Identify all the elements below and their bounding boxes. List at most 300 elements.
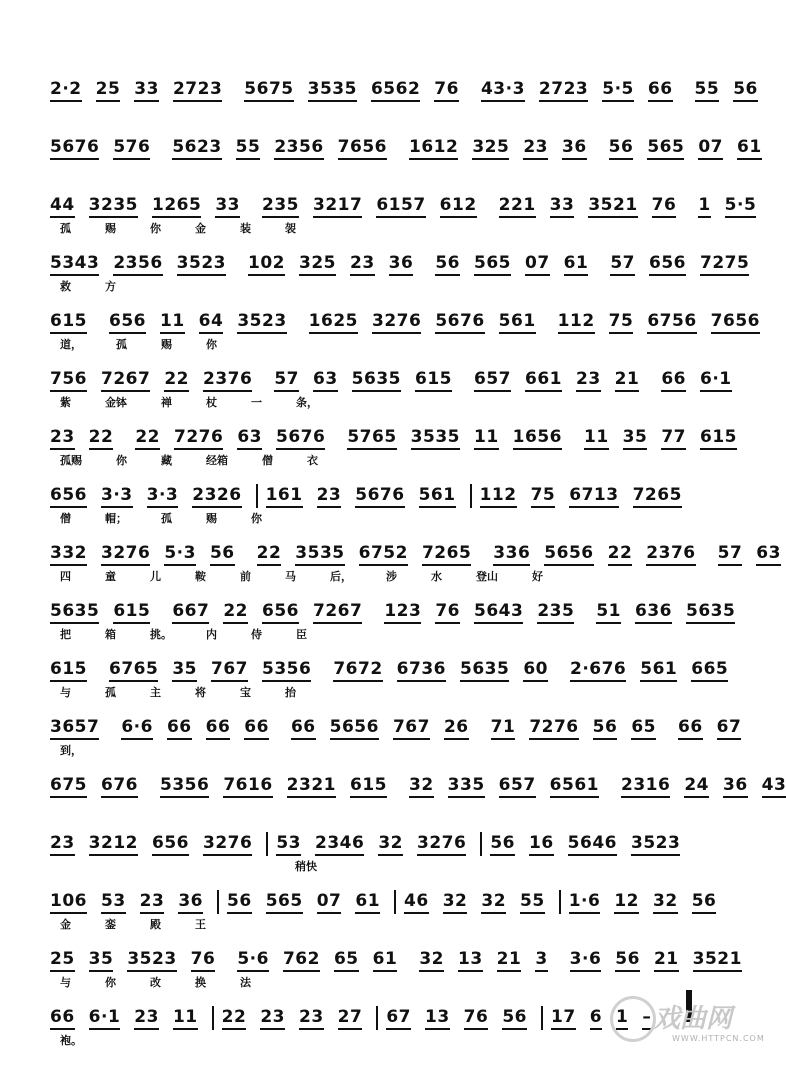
note-group: 55 xyxy=(695,79,720,102)
note-group: 561 xyxy=(640,659,677,682)
note-group: 767 xyxy=(393,717,430,740)
note-group: 675 xyxy=(50,775,87,798)
note-group: 36 xyxy=(723,775,748,798)
watermark-url: WWW.HTTPCN.COM xyxy=(672,1034,765,1043)
note-group: 36 xyxy=(389,253,414,276)
lyric-word: 你 xyxy=(150,222,161,235)
lyric-word: 紫 xyxy=(60,396,71,409)
note-group: 51 xyxy=(596,601,621,624)
note-group: 3276 xyxy=(372,311,421,334)
barline xyxy=(541,1006,543,1030)
note-group: 07 xyxy=(698,137,723,160)
barline xyxy=(256,484,258,508)
score-system xyxy=(50,768,786,798)
score-system xyxy=(50,362,740,392)
lyric-word: 僧 xyxy=(60,512,71,525)
note-group: 22 xyxy=(223,601,248,624)
barline xyxy=(559,890,561,914)
barline xyxy=(394,890,396,914)
note-group: 36 xyxy=(562,137,587,160)
lyric-word: 宝 xyxy=(240,686,251,699)
note-group: 6·1 xyxy=(700,369,732,392)
note-group: 5·5 xyxy=(725,195,757,218)
note-group: 1625 xyxy=(309,311,358,334)
note-group: 3521 xyxy=(588,195,637,218)
note-group: 56 xyxy=(502,1007,527,1030)
note-group: 56 xyxy=(210,543,235,566)
note-group: 6562 xyxy=(371,79,420,102)
note-group: 221 xyxy=(499,195,536,218)
note-group: 32 xyxy=(378,833,403,856)
note-group: 23 xyxy=(350,253,375,276)
lyric-word: 孤 xyxy=(161,512,172,525)
lyric-word: 后， xyxy=(330,570,352,583)
lyric-line xyxy=(50,742,740,758)
lyric-word: 登山 xyxy=(476,570,498,583)
note-group: 2316 xyxy=(621,775,670,798)
note-group: 2326 xyxy=(192,485,241,508)
lyric-line xyxy=(50,626,740,642)
barline xyxy=(212,1006,214,1030)
lyric-word: 銮 xyxy=(105,918,116,931)
note-group: 3 xyxy=(535,949,547,972)
lyric-word: 袈 xyxy=(285,222,296,235)
note-group: 11 xyxy=(160,311,185,334)
note-group: 21 xyxy=(615,369,640,392)
score-system xyxy=(50,420,740,450)
note-group: 615 xyxy=(113,601,150,624)
lyric-word: 孤 xyxy=(116,338,127,351)
note-group: 2723 xyxy=(539,79,588,102)
note-group: 5356 xyxy=(160,775,209,798)
note-group: 65 xyxy=(334,949,359,972)
lyric-word: 儿 xyxy=(150,570,161,583)
note-group: 32 xyxy=(653,891,678,914)
note-group: 56 xyxy=(435,253,460,276)
lyric-word: 四 xyxy=(60,570,71,583)
score-system xyxy=(50,826,740,856)
note-group: 656 xyxy=(262,601,299,624)
note-group: 335 xyxy=(448,775,485,798)
note-group: 77 xyxy=(661,427,686,450)
note-group: 657 xyxy=(499,775,536,798)
note-group: 1·6 xyxy=(569,891,601,914)
lyric-word: 将 xyxy=(195,686,206,699)
lyric-line xyxy=(50,510,740,526)
note-group: 6·6 xyxy=(121,717,153,740)
note-group: 6756 xyxy=(647,311,696,334)
note-group: 7616 xyxy=(223,775,272,798)
note-group: 5635 xyxy=(686,601,735,624)
note-group: 5676 xyxy=(50,137,99,160)
note-group: 5765 xyxy=(347,427,396,450)
lyric-word: 杖 xyxy=(206,396,217,409)
note-group: 6752 xyxy=(359,543,408,566)
note-group: 76 xyxy=(434,79,459,102)
note-group: 32 xyxy=(481,891,506,914)
lyric-word: 鞍 xyxy=(195,570,206,583)
note-group: 561 xyxy=(499,311,536,334)
lyric-word: 水 xyxy=(431,570,442,583)
barline xyxy=(266,832,268,856)
note-group: 22 xyxy=(135,427,160,450)
note-group: 7672 xyxy=(333,659,382,682)
lyric-word: 与 xyxy=(60,686,71,699)
note-group: 3521 xyxy=(693,949,742,972)
lyric-word: 殿 xyxy=(150,918,161,931)
note-group: 1 xyxy=(616,1007,628,1030)
note-group: 64 xyxy=(199,311,224,334)
note-group: 25 xyxy=(50,949,75,972)
note-group: 2·2 xyxy=(50,79,82,102)
note-group: 57 xyxy=(718,543,743,566)
note-group: 11 xyxy=(584,427,609,450)
note-group: 5643 xyxy=(474,601,523,624)
note-group: 5343 xyxy=(50,253,99,276)
note-group: 22 xyxy=(89,427,114,450)
tempo-marking: 稍快 xyxy=(295,860,317,873)
note-group: 7276 xyxy=(529,717,578,740)
lyric-word: 马 xyxy=(285,570,296,583)
note-group: 3276 xyxy=(417,833,466,856)
note-group: 656 xyxy=(50,485,87,508)
note-group: 325 xyxy=(299,253,336,276)
note-group: 56 xyxy=(227,891,252,914)
note-group: 65 xyxy=(631,717,656,740)
note-group: – xyxy=(642,1007,651,1030)
lyric-word: 条， xyxy=(296,396,318,409)
note-group: 3·6 xyxy=(570,949,602,972)
note-group: 24 xyxy=(684,775,709,798)
note-group: 6736 xyxy=(397,659,446,682)
note-group: 5·3 xyxy=(164,543,196,566)
lyric-word: 帽； xyxy=(105,512,127,525)
note-group: 767 xyxy=(211,659,248,682)
note-group: 106 xyxy=(50,891,87,914)
note-group: 615 xyxy=(50,311,87,334)
note-group: 53 xyxy=(276,833,301,856)
note-group: 75 xyxy=(609,311,634,334)
lyric-word: 孤 xyxy=(105,686,116,699)
note-group: 612 xyxy=(440,195,477,218)
lyric-word: 把 xyxy=(60,628,71,641)
note-group: 11 xyxy=(173,1007,198,1030)
lyric-word: 你 xyxy=(206,338,217,351)
note-group: 60 xyxy=(523,659,548,682)
barline xyxy=(480,832,482,856)
note-group: 123 xyxy=(384,601,421,624)
note-group: 12 xyxy=(614,891,639,914)
lyric-word: 禅 xyxy=(161,396,172,409)
note-group: 63 xyxy=(756,543,781,566)
lyric-word: 与 xyxy=(60,976,71,989)
score-system xyxy=(50,652,740,682)
note-group: 61 xyxy=(564,253,589,276)
score-system xyxy=(50,304,760,334)
note-group: 3535 xyxy=(295,543,344,566)
note-group: 32 xyxy=(443,891,468,914)
score-system xyxy=(50,594,740,624)
note-group: 656 xyxy=(649,253,686,276)
note-group: 3535 xyxy=(308,79,357,102)
note-group: 61 xyxy=(373,949,398,972)
note-group: 7656 xyxy=(711,311,760,334)
lyric-line xyxy=(50,278,740,294)
lyric-line xyxy=(50,220,740,236)
note-group: 23 xyxy=(50,427,75,450)
note-group: 13 xyxy=(425,1007,450,1030)
lyric-word: 王 xyxy=(195,918,206,931)
score-system xyxy=(50,536,781,566)
score-system xyxy=(50,884,740,914)
score-system xyxy=(50,72,758,102)
note-group: 3657 xyxy=(50,717,99,740)
lyric-word: 到， xyxy=(60,744,82,757)
note-group: 676 xyxy=(101,775,138,798)
score-system xyxy=(50,130,762,160)
note-group: 615 xyxy=(415,369,452,392)
note-group: 22 xyxy=(164,369,189,392)
note-group: 44 xyxy=(50,195,75,218)
note-group: 5356 xyxy=(262,659,311,682)
note-group: 235 xyxy=(262,195,299,218)
note-group: 55 xyxy=(236,137,261,160)
note-group: 16 xyxy=(529,833,554,856)
lyric-line xyxy=(50,336,740,352)
note-group: 2376 xyxy=(646,543,695,566)
note-group: 23 xyxy=(260,1007,285,1030)
note-group: 71 xyxy=(491,717,516,740)
note-group: 36 xyxy=(178,891,203,914)
note-group: 5656 xyxy=(544,543,593,566)
note-group: 22 xyxy=(257,543,282,566)
note-group: 76 xyxy=(464,1007,489,1030)
note-group: 565 xyxy=(266,891,303,914)
note-group: 66 xyxy=(648,79,673,102)
score-system xyxy=(50,710,740,740)
note-group: 23 xyxy=(134,1007,159,1030)
lyric-word: 孤赐 xyxy=(60,454,82,467)
note-group: 25 xyxy=(96,79,121,102)
note-group: 55 xyxy=(520,891,545,914)
note-group: 656 xyxy=(109,311,146,334)
lyric-line xyxy=(50,452,740,468)
note-group: 161 xyxy=(266,485,303,508)
note-group: 2723 xyxy=(173,79,222,102)
barline xyxy=(470,484,472,508)
note-group: 112 xyxy=(480,485,517,508)
lyric-word: 涉 xyxy=(386,570,397,583)
note-group: 53 xyxy=(101,891,126,914)
note-group: 6561 xyxy=(550,775,599,798)
score-system xyxy=(50,478,740,508)
note-group: 23 xyxy=(523,137,548,160)
note-group: 57 xyxy=(274,369,299,392)
note-group: 75 xyxy=(531,485,556,508)
note-group: 336 xyxy=(493,543,530,566)
note-group: 35 xyxy=(623,427,648,450)
note-group: 3·3 xyxy=(101,485,133,508)
lyric-word: 方 xyxy=(105,280,116,293)
lyric-line xyxy=(50,916,740,932)
lyric-word: 侍 xyxy=(251,628,262,641)
lyric-word: 金 xyxy=(60,918,71,931)
lyric-word: 前 xyxy=(240,570,251,583)
lyric-word: 藏 xyxy=(161,454,172,467)
note-group: 5623 xyxy=(172,137,221,160)
note-group: 23 xyxy=(50,833,75,856)
note-group: 13 xyxy=(458,949,483,972)
note-group: 35 xyxy=(89,949,114,972)
note-group: 3523 xyxy=(127,949,176,972)
note-group: 66 xyxy=(661,369,686,392)
lyric-word: 一 xyxy=(251,396,262,409)
note-group: 46 xyxy=(404,891,429,914)
note-group: 63 xyxy=(237,427,262,450)
note-group: 3523 xyxy=(237,311,286,334)
note-group: 33 xyxy=(550,195,575,218)
lyric-word: 经箱 xyxy=(206,454,228,467)
note-group: 22 xyxy=(608,543,633,566)
note-group: 56 xyxy=(615,949,640,972)
note-group: 2·676 xyxy=(570,659,626,682)
note-group: 21 xyxy=(654,949,679,972)
note-group: 2356 xyxy=(113,253,162,276)
lyric-word: 内 xyxy=(206,628,217,641)
note-group: 56 xyxy=(490,833,515,856)
note-group: 61 xyxy=(355,891,380,914)
lyric-word: 装 xyxy=(240,222,251,235)
note-group: 35 xyxy=(172,659,197,682)
note-group: 32 xyxy=(419,949,444,972)
note-group: 5·5 xyxy=(602,79,634,102)
lyric-word: 赐 xyxy=(161,338,172,351)
lyric-word: 金 xyxy=(195,222,206,235)
note-group: 7656 xyxy=(338,137,387,160)
note-group: 636 xyxy=(635,601,672,624)
lyric-line xyxy=(50,684,740,700)
lyric-word: 你 xyxy=(105,976,116,989)
note-group: 23 xyxy=(299,1007,324,1030)
note-group: 7276 xyxy=(174,427,223,450)
note-group: 5635 xyxy=(352,369,401,392)
note-group: 7267 xyxy=(313,601,362,624)
note-group: 656 xyxy=(152,833,189,856)
lyric-line xyxy=(50,974,740,990)
note-group: 43 xyxy=(762,775,786,798)
lyric-word: 好 xyxy=(532,570,543,583)
lyric-word: 衣 xyxy=(307,454,318,467)
note-group: 23 xyxy=(576,369,601,392)
lyric-word: 法 xyxy=(240,976,251,989)
note-group: 332 xyxy=(50,543,87,566)
lyric-word: 箱 xyxy=(105,628,116,641)
note-group: 3·3 xyxy=(147,485,179,508)
note-group: 21 xyxy=(497,949,522,972)
note-group: 7265 xyxy=(422,543,471,566)
lyric-word: 僧 xyxy=(262,454,273,467)
note-group: 66 xyxy=(206,717,231,740)
note-group: 56 xyxy=(609,137,634,160)
lyric-word: 童 xyxy=(105,570,116,583)
note-group: 3276 xyxy=(203,833,252,856)
lyric-word: 赐 xyxy=(105,222,116,235)
note-group: 3523 xyxy=(177,253,226,276)
note-group: 22 xyxy=(222,1007,247,1030)
score-system xyxy=(50,246,750,276)
note-group: 2356 xyxy=(274,137,323,160)
note-group: 56 xyxy=(733,79,758,102)
note-group: 76 xyxy=(435,601,460,624)
lyric-word: 你 xyxy=(251,512,262,525)
barline xyxy=(217,890,219,914)
note-group: 61 xyxy=(737,137,762,160)
note-group: 3212 xyxy=(89,833,138,856)
note-group: 7267 xyxy=(101,369,150,392)
lyric-line xyxy=(50,394,740,410)
note-group: 43·3 xyxy=(481,79,525,102)
note-group: 6713 xyxy=(569,485,618,508)
note-group: 615 xyxy=(700,427,737,450)
note-group: 657 xyxy=(474,369,511,392)
note-group: 235 xyxy=(537,601,574,624)
note-group: 11 xyxy=(474,427,499,450)
note-group: 3235 xyxy=(89,195,138,218)
note-group: 57 xyxy=(610,253,635,276)
note-group: 615 xyxy=(350,775,387,798)
note-group: 615 xyxy=(50,659,87,682)
note-group: 2321 xyxy=(287,775,336,798)
note-group: 667 xyxy=(172,601,209,624)
note-group: 66 xyxy=(291,717,316,740)
note-group: 112 xyxy=(558,311,595,334)
score-system xyxy=(50,942,740,972)
note-group: 5676 xyxy=(435,311,484,334)
lyric-word: 抬 xyxy=(285,686,296,699)
note-group: 1 xyxy=(698,195,710,218)
note-group: 27 xyxy=(338,1007,363,1030)
note-group: 5635 xyxy=(460,659,509,682)
note-group: 5676 xyxy=(276,427,325,450)
note-group: 576 xyxy=(113,137,150,160)
lyric-word: 孤 xyxy=(60,222,71,235)
note-group: 66 xyxy=(244,717,269,740)
lyric-word: 袍。 xyxy=(60,1034,82,1047)
watermark-brand: 戏曲网 xyxy=(654,1004,733,1034)
note-group: 1265 xyxy=(152,195,201,218)
note-group: 1612 xyxy=(409,137,458,160)
note-group: 5635 xyxy=(50,601,99,624)
note-group: 762 xyxy=(283,949,320,972)
note-group: 6 xyxy=(590,1007,602,1030)
note-group: 3523 xyxy=(631,833,680,856)
note-group: 6765 xyxy=(109,659,158,682)
note-group: 33 xyxy=(134,79,159,102)
note-group: 3217 xyxy=(313,195,362,218)
note-group: 66 xyxy=(678,717,703,740)
note-group: 102 xyxy=(248,253,285,276)
note-group: 17 xyxy=(551,1007,576,1030)
note-group: 565 xyxy=(647,137,684,160)
note-group: 7265 xyxy=(633,485,682,508)
logo-icon xyxy=(610,996,656,1042)
lyric-word: 臣 xyxy=(296,628,307,641)
note-group: 76 xyxy=(652,195,677,218)
note-group: 5675 xyxy=(244,79,293,102)
note-group: 5646 xyxy=(568,833,617,856)
score-system xyxy=(50,188,757,218)
note-group: 67 xyxy=(717,717,742,740)
